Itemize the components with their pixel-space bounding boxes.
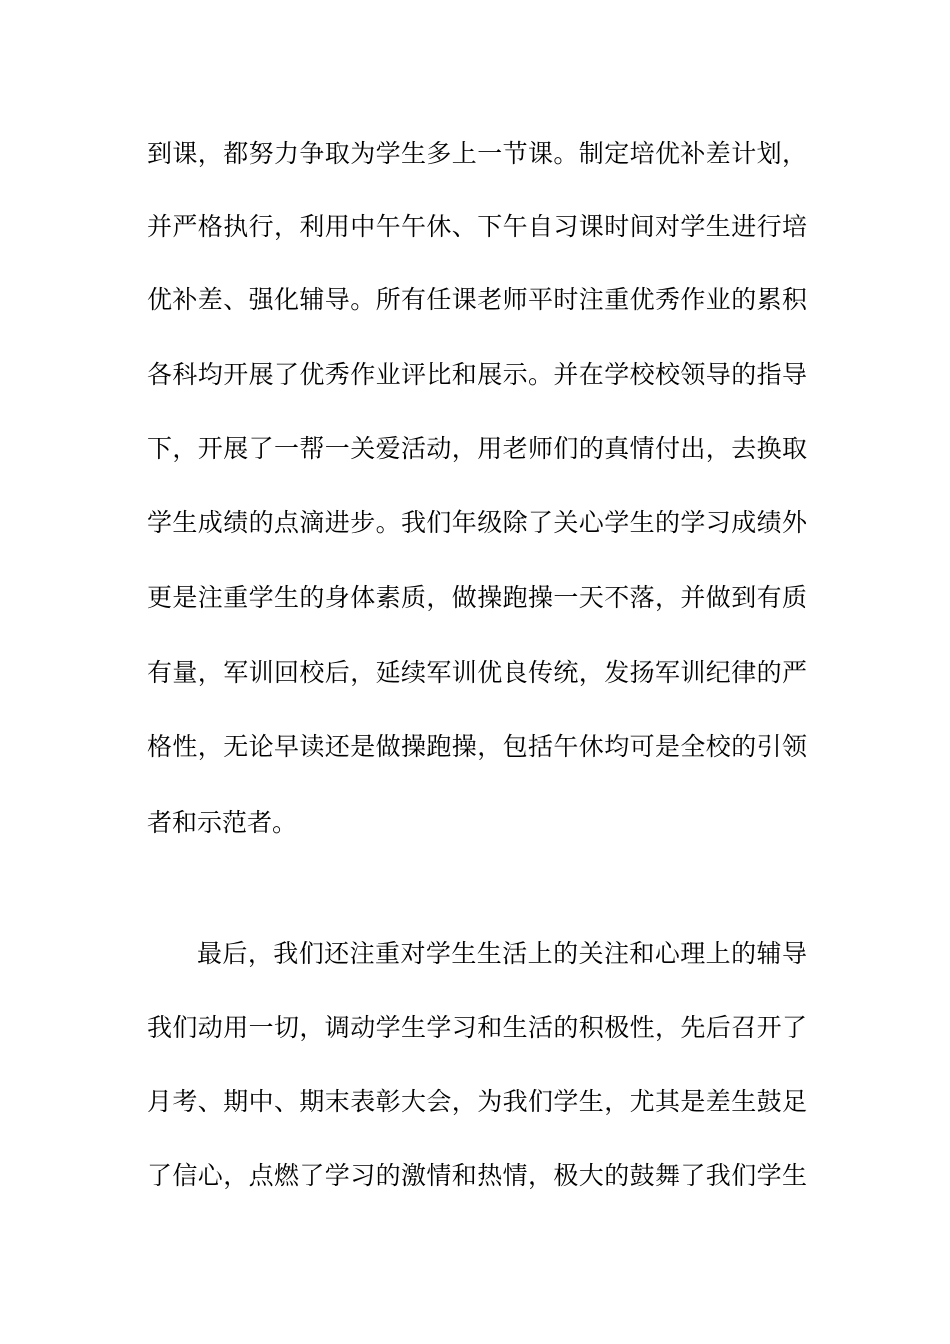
text-line: 各科均开展了优秀作业评比和展示。并在学校校领导的指导 [147, 360, 807, 389]
text-line: 了信心，点燃了学习的激情和热情，极大的鼓舞了我们学生 [147, 1161, 807, 1190]
text-line: 有量，军训回校后，延续军训优良传统，发扬军训纪律的严 [147, 658, 807, 687]
text-line: 学生成绩的点滴进步。我们年级除了关心学生的学习成绩外 [147, 508, 807, 537]
text-line: 者和示范者。 [147, 808, 298, 837]
text-line: 我们动用一切，调动学生学习和生活的积极性，先后召开了 [147, 1013, 807, 1042]
text-line: 到课，都努力争取为学生多上一节课。制定培优补差计划， [147, 139, 807, 168]
text-line: 并严格执行，利用中午午休、下午自习课时间对学生进行培 [147, 212, 807, 241]
text-line: 格性，无论早读还是做操跑操，包括午休均可是全校的引领 [147, 732, 807, 761]
text-line: 下，开展了一帮一关爱活动，用老师们的真情付出，去换取 [147, 434, 807, 463]
text-line: 月考、期中、期末表彰大会，为我们学生，尤其是差生鼓足 [147, 1087, 807, 1116]
text-line: 优补差、强化辅导。所有任课老师平时注重优秀作业的累积 [147, 285, 807, 314]
text-line: 最后，我们还注重对学生生活上的关注和心理上的辅导 [197, 939, 807, 968]
text-line: 更是注重学生的身体素质，做操跑操一天不落，并做到有质 [147, 583, 807, 612]
